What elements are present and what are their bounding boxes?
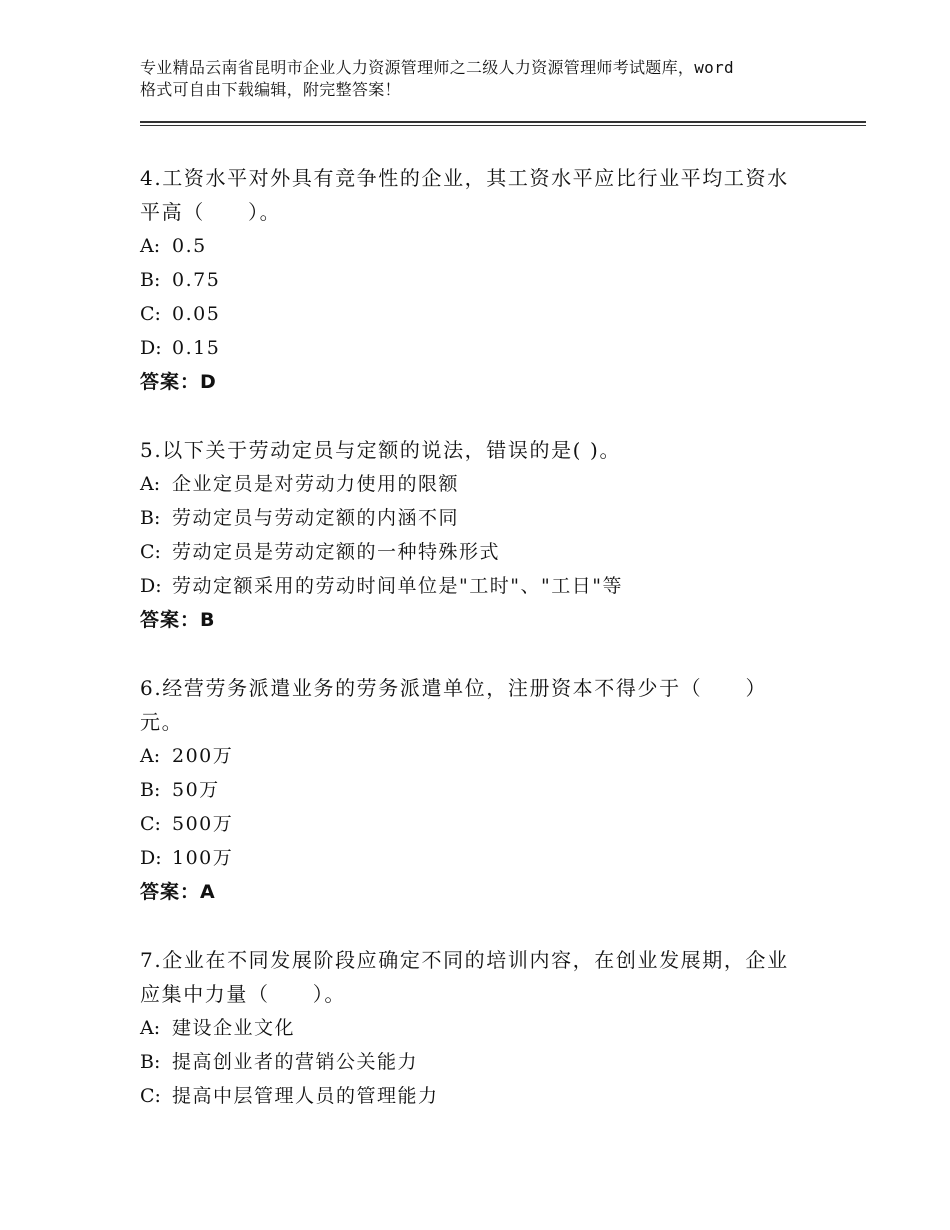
answer-option xyxy=(140,1045,820,1079)
answer-key: 答案：A xyxy=(140,881,216,903)
option-text: 企业定员是对劳动力使用的限额 xyxy=(172,473,460,495)
answer-option xyxy=(140,739,820,773)
option-text: 100万 xyxy=(172,847,234,869)
document-header xyxy=(140,57,840,101)
option-key: C: xyxy=(140,813,161,835)
answer-option xyxy=(140,1011,820,1045)
option-key: D: xyxy=(140,337,162,359)
answer-option xyxy=(140,501,820,535)
option-key: C: xyxy=(140,303,161,325)
option-key: C: xyxy=(140,1085,161,1107)
answer-option xyxy=(140,229,820,263)
answer-option xyxy=(140,807,820,841)
header-line-1: 专业精品云南省昆明市企业人力资源管理师之二级人力资源管理师考试题库，word xyxy=(140,58,734,77)
question-block xyxy=(140,161,820,399)
answer-key: 答案：B xyxy=(140,609,216,631)
question-block xyxy=(140,433,820,637)
option-text: 提高中层管理人员的管理能力 xyxy=(172,1085,439,1107)
option-key: A: xyxy=(140,235,161,257)
option-key: C: xyxy=(140,541,161,563)
option-text: 劳动定额采用的劳动时间单位是"工时"、"工日"等 xyxy=(172,575,623,597)
answer-option xyxy=(140,773,820,807)
option-text: 建设企业文化 xyxy=(172,1017,296,1039)
question-title-line: 应集中力量（ ）。 xyxy=(140,982,346,1006)
option-text: 200万 xyxy=(172,745,234,767)
option-text: 50万 xyxy=(172,779,220,801)
answer-option xyxy=(140,535,820,569)
answer-option xyxy=(140,297,820,331)
answer-option xyxy=(140,467,820,501)
question-list xyxy=(140,161,820,1147)
option-text: 0.15 xyxy=(172,337,221,359)
answer-option xyxy=(140,1079,820,1113)
option-key: A: xyxy=(140,1017,161,1039)
question-title-line: 7.企业在不同发展阶段应确定不同的培训内容，在创业发展期，企业 xyxy=(140,948,789,972)
header-divider-bottom xyxy=(140,125,866,126)
option-text: 0.05 xyxy=(172,303,221,325)
option-key: D: xyxy=(140,575,162,597)
question-title-line: 4.工资水平对外具有竞争性的企业，其工资水平应比行业平均工资水 xyxy=(140,166,789,190)
option-key: B: xyxy=(140,269,161,291)
option-key: A: xyxy=(140,473,161,495)
header-line-2: 格式可自由下载编辑，附完整答案！ xyxy=(140,80,401,99)
option-text: 500万 xyxy=(172,813,234,835)
question-title-line: 平高（ ）。 xyxy=(140,200,282,224)
answer-option xyxy=(140,569,820,603)
option-text: 提高创业者的营销公关能力 xyxy=(172,1051,419,1073)
option-text: 0.5 xyxy=(172,235,207,257)
option-key: B: xyxy=(140,1051,161,1073)
answer-option xyxy=(140,263,820,297)
answer-option xyxy=(140,841,820,875)
option-text: 0.75 xyxy=(172,269,221,291)
option-text: 劳动定员是劳动定额的一种特殊形式 xyxy=(172,541,501,563)
question-title-line: 元。 xyxy=(140,710,184,734)
answer-option xyxy=(140,331,820,365)
option-key: A: xyxy=(140,745,161,767)
option-key: D: xyxy=(140,847,162,869)
question-title-line: 6.经营劳务派遣业务的劳务派遣单位，注册资本不得少于（ ） xyxy=(140,676,768,700)
question-block xyxy=(140,943,820,1113)
option-text: 劳动定员与劳动定额的内涵不同 xyxy=(172,507,460,529)
option-key: B: xyxy=(140,507,161,529)
question-block xyxy=(140,671,820,909)
question-title-line: 5.以下关于劳动定员与定额的说法，错误的是( )。 xyxy=(140,438,622,462)
header-divider-top xyxy=(140,121,866,123)
answer-key: 答案：D xyxy=(140,371,217,393)
option-key: B: xyxy=(140,779,161,801)
